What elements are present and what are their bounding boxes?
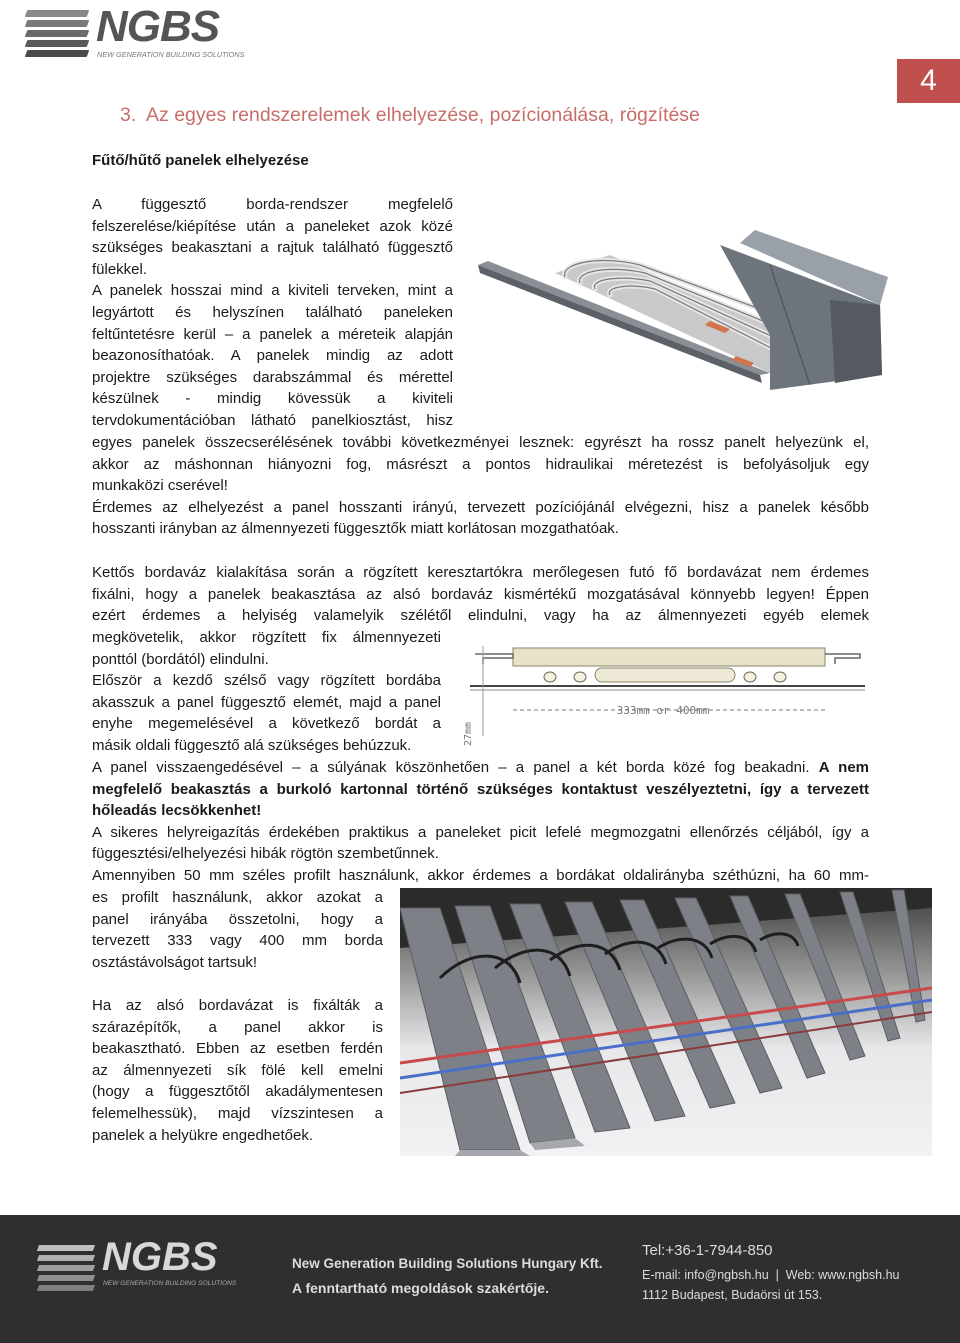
text-block-2 [92,432,869,540]
p6-bold-line: megfelelő beakasztás a burkoló kartonnal történő szükséges kontaktust veszélyeztetni, így a tervezett [92,780,869,798]
p3-line: Érdemes az elhelyezést a panel hosszanti irányú, tervezett pozíciójánál elvégezni, hisz a panelek később [92,498,869,516]
p3-line: hosszanti irányban az álmennyezeti függesztők miatt korlátosan mozgathatóak. [92,520,619,538]
footer-logo-tagline: NEW GENERATION BUILDING SOLUTIONS [103,1280,237,1287]
footer-company-name: New Generation Building Solutions Hungary Kft. [292,1256,603,1271]
height-label: 27mm [463,721,474,746]
p2-line: munkaközi cserével! [92,477,228,495]
p5-line: másik oldali függesztő alá szükséges behúzzuk. [92,736,412,754]
footer-logo-wordmark: NGBS [102,1235,218,1279]
p4-line: megkövetelik, akkor rögzített fix álmennyezeti [92,629,441,646]
p2-line: egyes panelek összecserélésének további következményei lesznek: egyrészt ha rossz panelt helyezünk el, [92,434,869,451]
p8-line: panel irányába összetolni, hogy a [92,910,383,928]
subheading: Fűtő/hűtő panelek elhelyezése [92,152,309,169]
p7-line: A sikeres helyreigazítás érdekében praktikus a paneleket picit lefelé megmozgatni ellenőrzés céljából, így a [92,823,869,841]
page-number: 4 [897,59,960,103]
p2-line: tervdokumentációban látható panelkiosztást, hisz [92,411,453,429]
p6-bold-start: A nem [818,759,869,776]
figure-section-drawing [455,636,870,748]
p1-line: szükséges beakasztani a rajtuk található függesztő [92,239,453,257]
text-block-6 [92,887,383,973]
footer-logo-stack-icon [38,1245,98,1291]
p2-line: beazonosíthatóak. A panelek mindig az adott [92,347,453,365]
p6-bold-line: hőleadás lecsökkenhet! [92,802,262,820]
p6-text: A panel visszaengedésével – a súlyának köszönhetően – a panel a két borda közé fog beakadni. [92,759,810,776]
p5-line: Először a kezdő szélső vagy rögzített bordába [92,672,441,690]
p9-line: Ha az alsó bordavázat is fixálták a [92,997,383,1014]
p2-line: akkor az máshonnan hiányozni fog, másrészt a pontos hidraulikai méretezést is befolyásoljuk egy [92,455,869,473]
p2-line: feltűntetésre kerül – a panelek a méreteik alapján [92,325,453,343]
p1-line: felszerelése/kiépítése után a paneleket azok közé [92,217,453,235]
p2-line: A panelek hosszai mind a kiviteli terveken, mint a [92,282,453,300]
p5-line: akasszuk a panel függesztő elemét, majd a panel [92,693,441,711]
p2-line: legyártott és helyszínen található paneleken [92,303,453,321]
p7-line: függesztési/elhelyezési hibák rögtön szembetűnnek. [92,845,439,863]
p1-line: fülekkel. [92,260,148,278]
figure-panel-profiles [470,225,890,400]
footer-company-slogan: A fenntartható megoldások szakértője. [292,1280,549,1296]
p9-line: (hogy a függesztőtől akadálymentesen [92,1083,383,1101]
footer-phone[interactable]: Tel:+36-1-7944-850 [642,1242,773,1259]
text-block-4 [92,627,441,757]
text-block-5 [92,757,869,887]
logo-wordmark: NGBS [96,2,220,51]
section-title: 3. Az egyes rendszerelemek elhelyezése, pozícionálása, rögzítése [120,104,700,126]
p9-line: az álmennyezeti sík fölé kell emelni [92,1061,383,1079]
footer-address: 1112 Budapest, Budaörsi út 153. [642,1288,823,1302]
footer [0,1215,960,1343]
footer-email-web[interactable]: E-mail: info@ngbsh.hu | Web: www.ngbsh.hu [642,1268,900,1282]
p5-line: enyhe megemelésével a következő bordát a [92,715,441,733]
p9-line: beakasztható. Ebben az esetben ferdén [92,1040,383,1058]
logo-stack-icon [26,10,90,66]
p6-line [92,757,869,779]
p2-line: projektre szükséges darabszámmal és mérettel [92,368,453,386]
text-block-7 [92,995,383,1146]
p9-line: felemelhessük), majd vízszintesen a [92,1104,383,1122]
p4-line: fixálni, hogy a panelek beakasztása az alsó bordaváz kismértékű mozgatásával könnyebb legyen! Éppen [92,585,869,603]
text-block-1 [92,194,453,432]
p8-line: Amennyiben 50 mm széles profilt használunk, akkor érdemes a bordákat oldalirányba széthúzni, ha 60 mm- [92,866,869,884]
text-block-3 [92,562,869,627]
logo-tagline: NEW GENERATION BUILDING SOLUTIONS [97,50,245,59]
p8-line: osztástávolságot tartsuk! [92,953,258,971]
p8-line: tervezett 333 vagy 400 mm borda [92,932,383,950]
p9-line: szárazépítők, a panel akkor is [92,1018,383,1036]
p8-line: es profilt használunk, akkor azokat a [92,889,383,906]
header-logo [26,2,256,68]
p2-line: készülnek - mindig kövessük a kiviteli [92,390,453,408]
p4-line: Kettős bordaváz kialakítása során a rögzített keresztartókra merőlegesen futó fő bordavázat nem érdemes [92,564,869,581]
dimension-label: 333mm or 400mm [616,704,710,717]
footer-logo [38,1235,253,1293]
p4-line: ponttól (bordától) elindulni. [92,650,269,668]
p9-line: panelek a helyükre engedhetőek. [92,1126,314,1144]
figure-ceiling-render [400,888,932,1156]
p4-line: ezért érdemes a helyiség valamelyik szélétől elindulni, vagy ha az álmennyezeti egyéb elemek [92,607,869,625]
p1-line: A függesztő borda-rendszer megfelelő [92,196,453,213]
